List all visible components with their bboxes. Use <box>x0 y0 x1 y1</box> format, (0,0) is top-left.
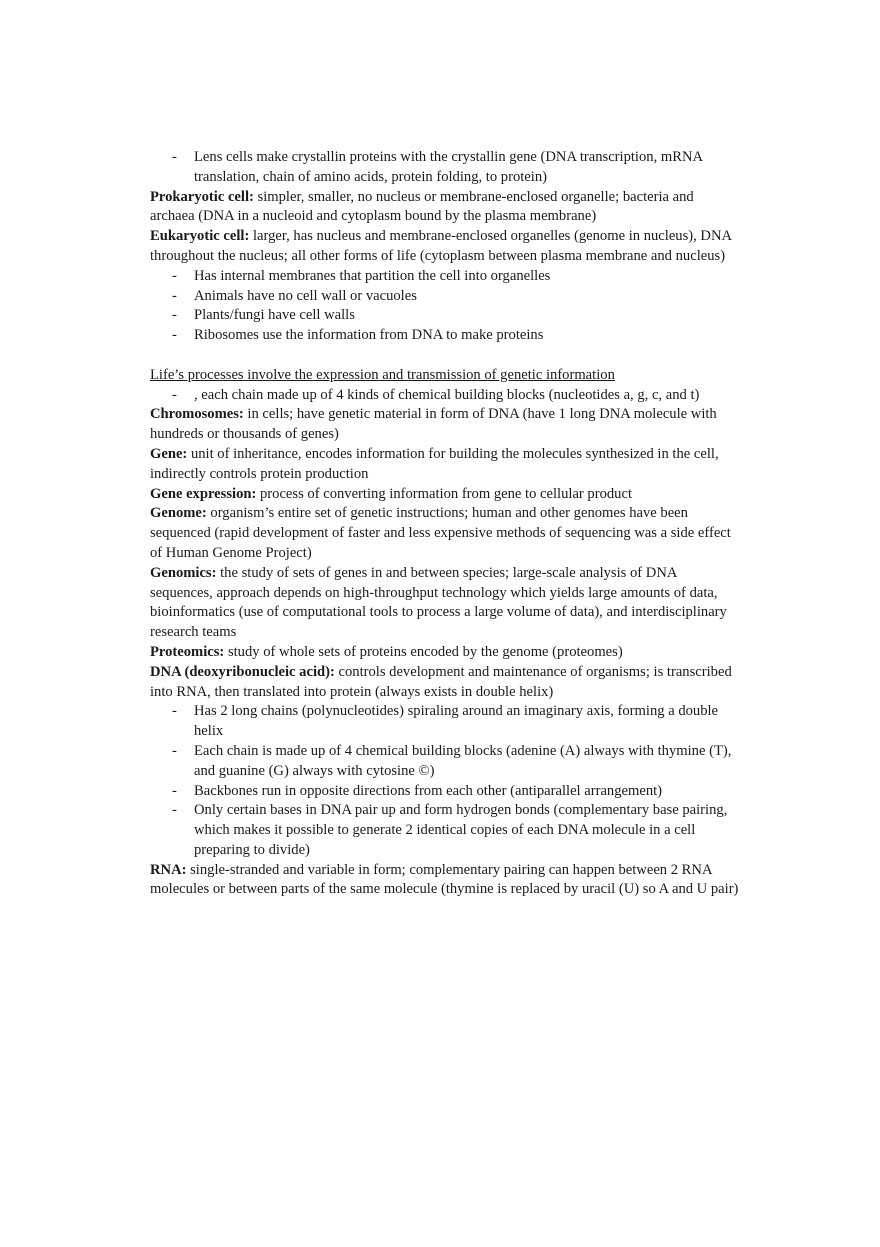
definition-text: organism’s entire set of genetic instructions; human and other genomes have been sequenced (rapid development of faster and less expensive methods of sequencing was a side effect of Human Genome Project) <box>150 505 731 561</box>
term-label: Eukaryotic cell: <box>150 228 250 245</box>
definition-text: study of whole sets of proteins encoded by the genome (proteomes) <box>224 643 623 660</box>
definition-eukaryotic-cell <box>150 227 740 267</box>
definition-genomics <box>150 564 740 643</box>
document-page <box>150 148 740 900</box>
list-item: - Has internal membranes that partition the cell into organelles <box>194 267 740 287</box>
list-item: - Plants/fungi have cell walls <box>194 306 740 326</box>
definition-chromosomes <box>150 405 740 445</box>
list-item: - Ribosomes use the information from DNA to make proteins <box>194 326 740 346</box>
list-item: - Lens cells make crystallin proteins with the crystallin gene (DNA transcription, mRNA translation, chain of amino acids, protein folding, to protein) <box>194 148 740 188</box>
term-label: Chromosomes: <box>150 406 244 423</box>
term-label: Prokaryotic cell: <box>150 188 254 205</box>
dna-bullet-list <box>150 702 740 860</box>
definition-text: process of converting information from gene to cellular product <box>256 485 633 502</box>
eukaryotic-bullet-list <box>150 267 740 346</box>
intro-bullet-list <box>150 148 740 188</box>
definition-gene-expression <box>150 485 740 505</box>
term-label: RNA: <box>150 861 187 878</box>
section-heading: Life’s processes involve the expression and transmission of genetic information <box>150 366 615 383</box>
definition-text: larger, has nucleus and membrane-enclosed organelles (genome in nucleus), DNA throughout the nucleus; all other forms of life (cytoplasm between plasma membrane and nucleus) <box>150 228 732 264</box>
term-label: Genome: <box>150 505 207 522</box>
list-item: - Only certain bases in DNA pair up and form hydrogen bonds (complementary base pairing, which makes it possible to generate 2 identical copies of each DNA molecule in a cell preparing to divide) <box>194 801 740 860</box>
definition-gene <box>150 445 740 485</box>
definition-text: simpler, smaller, no nucleus or membrane-enclosed organelle; bacteria and archaea (DNA in a nucleoid and cytoplasm bound by the plasma membrane) <box>150 188 694 225</box>
list-item: - Each chain is made up of 4 chemical building blocks (adenine (A) always with thymine (T), and guanine (G) always with cytosine ©) <box>194 742 740 782</box>
definition-text: unit of inheritance, encodes information for building the molecules synthesized in the cell, indirectly controls protein production <box>150 445 719 482</box>
definition-text: in cells; have genetic material in form of DNA (have 1 long DNA molecule with hundreds or thousands of genes) <box>150 406 717 443</box>
definition-text: single-stranded and variable in form; complementary pairing can happen between 2 RNA molecules or between parts of the same molecule (thymine is replaced by uracil (U) so A and U pair) <box>150 861 739 898</box>
definition-proteomics <box>150 643 740 663</box>
term-label: Proteomics: <box>150 643 225 660</box>
list-item: - , each chain made up of 4 kinds of chemical building blocks (nucleotides a, g, c, and t) <box>194 386 740 406</box>
definition-text: the study of sets of genes in and between species; large-scale analysis of DNA sequences, approach depends on high-throughput technology which yields large amounts of data, bioinformatics (use of computational tools to process a large volume of data), and interdisciplinary research teams <box>150 564 727 641</box>
list-item: - Has 2 long chains (polynucleotides) spiraling around an imaginary axis, forming a double helix <box>194 702 740 742</box>
definition-text: controls development and maintenance of organisms; is transcribed into RNA, then translated into protein (always exists in double helix) <box>150 663 732 700</box>
term-label: Gene: <box>150 445 188 462</box>
definition-genome <box>150 504 740 563</box>
term-label: Gene expression: <box>150 485 257 502</box>
term-label: Genomics: <box>150 564 217 581</box>
definition-rna <box>150 861 740 901</box>
section-bullet-list <box>150 386 740 406</box>
definition-dna <box>150 663 740 703</box>
definition-prokaryotic-cell <box>150 188 740 228</box>
blank-line <box>150 346 740 366</box>
list-item: - Backbones run in opposite directions from each other (antiparallel arrangement) <box>194 782 740 802</box>
list-item: - Animals have no cell wall or vacuoles <box>194 287 740 307</box>
term-label: DNA (deoxyribonucleic acid): <box>150 663 335 680</box>
